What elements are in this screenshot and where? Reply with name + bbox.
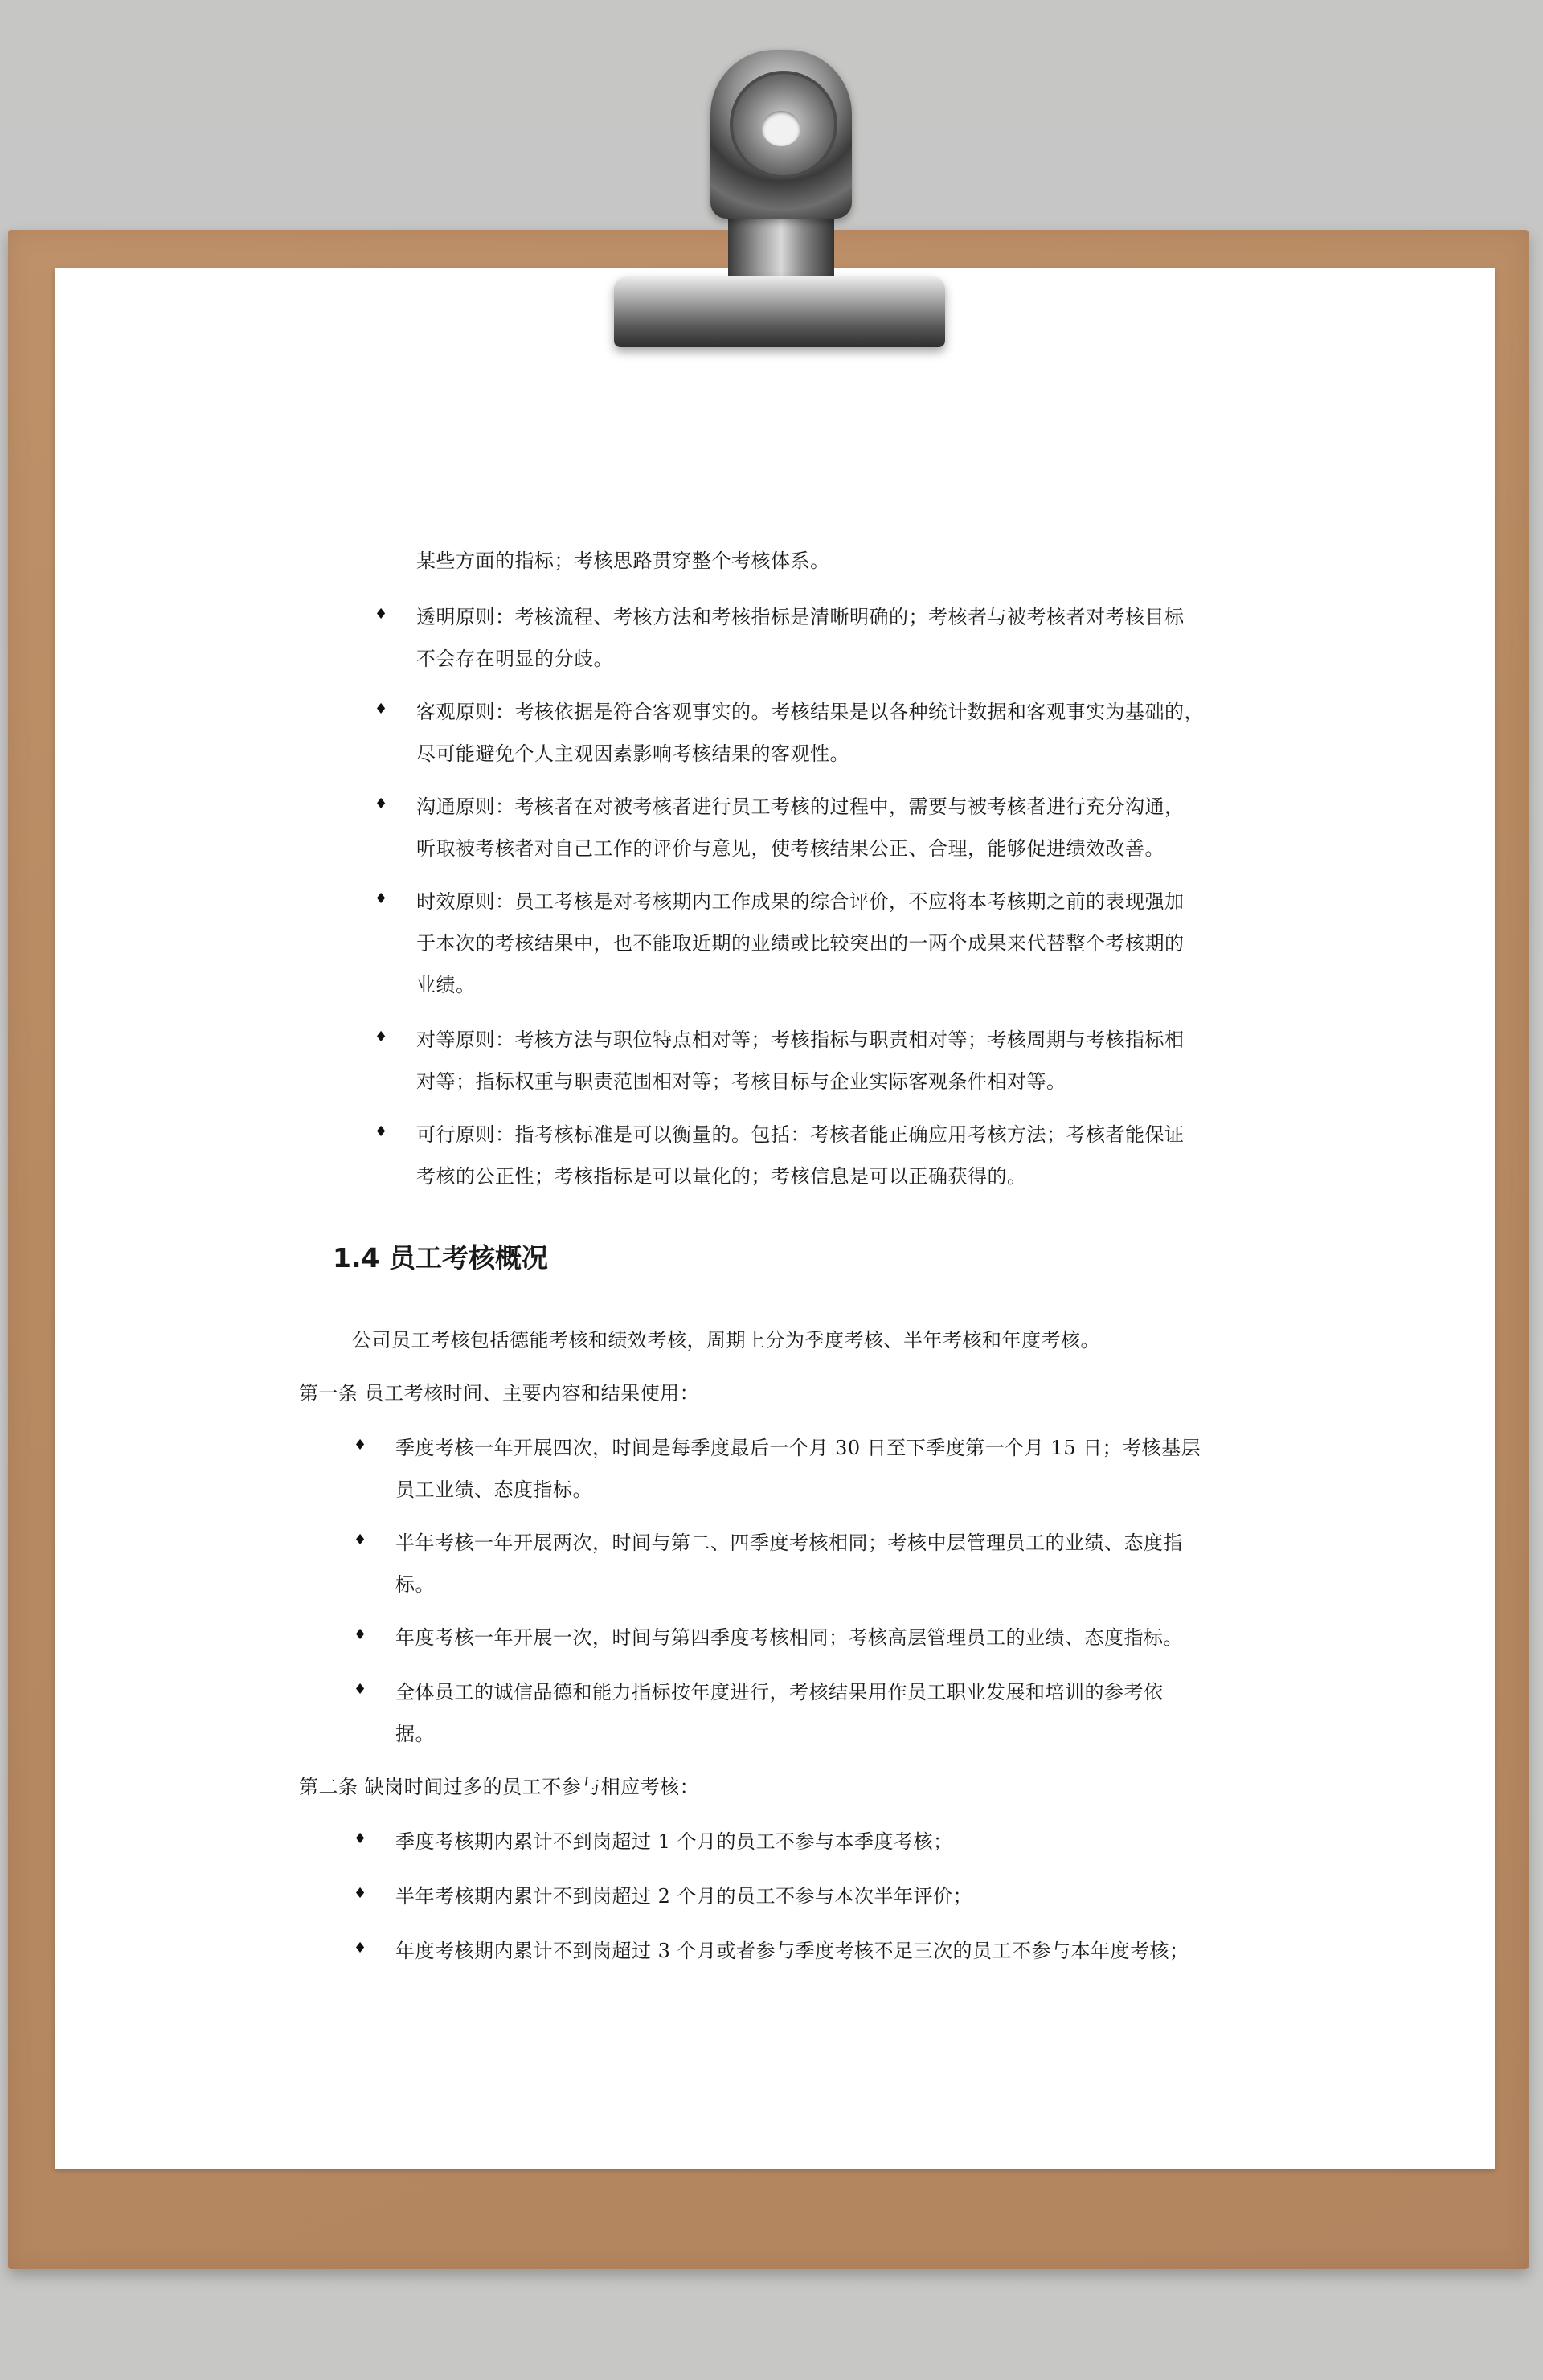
article-item-line: 标。	[395, 1573, 435, 1596]
article-item-line: 季度考核一年开展四次，时间是每季度最后一个月 30 日至下季度第一个月 15 日；考核基层	[395, 1437, 1201, 1459]
bullet-icon: ♦	[374, 795, 388, 812]
principle-line: 听取被考核者对自己工作的评价与意见，使考核结果公正、合理，能够促进绩效改善。	[416, 837, 1164, 860]
article-item-line: 季度考核期内累计不到岗超过 1 个月的员工不参与本季度考核；	[395, 1830, 953, 1853]
principle-line: 客观原则：考核依据是符合客观事实的。考核结果是以各种统计数据和客观事实为基础的，	[416, 701, 1204, 723]
article-title: 第二条 缺岗时间过多的员工不参与相应考核：	[299, 1776, 700, 1798]
principle-line: 业绩。	[416, 974, 476, 996]
article-item-line: 年度考核期内累计不到岗超过 3 个月或者参与季度考核不足三次的员工不参与本年度考核；	[395, 1940, 1189, 1962]
bullet-icon: ♦	[374, 701, 388, 718]
principle-line: 于本次的考核结果中，也不能取近期的业绩或比较突出的一两个成果来代替整个考核期的	[416, 932, 1185, 955]
bullet-icon: ♦	[354, 1681, 367, 1698]
bullet-icon: ♦	[354, 1830, 367, 1847]
section-intro: 公司员工考核包括德能考核和绩效考核，周期上分为季度考核、半年考核和年度考核。	[352, 1329, 1100, 1352]
article-item-line: 半年考核一年开展两次，时间与第二、四季度考核相同；考核中层管理员工的业绩、态度指	[395, 1531, 1183, 1554]
principle-line: 考核的公正性；考核指标是可以量化的；考核信息是可以正确获得的。	[416, 1165, 1027, 1188]
bullet-icon: ♦	[374, 1123, 388, 1140]
section-heading: 1.4 员工考核概况	[333, 1242, 548, 1274]
binder-clip-jaw	[614, 276, 945, 347]
principle-line: 尽可能避免个人主观因素影响考核结果的客观性。	[416, 742, 849, 765]
article-item-line: 全体员工的诚信品德和能力指标按年度进行，考核结果用作员工职业发展和培训的参考依	[395, 1681, 1164, 1703]
bullet-icon: ♦	[374, 890, 388, 907]
bullet-icon: ♦	[354, 1531, 367, 1548]
principle-line: 对等；指标权重与职责范围相对等；考核目标与企业实际客观条件相对等。	[416, 1070, 1066, 1093]
intro-line: 某些方面的指标；考核思路贯穿整个考核体系。	[416, 550, 830, 572]
principle-line: 时效原则：员工考核是对考核期内工作成果的综合评价，不应将本考核期之前的表现强加	[416, 890, 1185, 913]
binder-clip-hole	[762, 111, 800, 146]
bullet-icon: ♦	[354, 1626, 367, 1643]
bullet-icon: ♦	[354, 1437, 367, 1454]
principle-line: 透明原则：考核流程、考核方法和考核指标是清晰明确的；考核者与被考核者对考核目标	[416, 606, 1185, 628]
principle-line: 对等原则：考核方法与职位特点相对等；考核指标与职责相对等；考核周期与考核指标相	[416, 1028, 1185, 1051]
bullet-icon: ♦	[374, 606, 388, 623]
principle-line: 不会存在明显的分歧。	[416, 648, 613, 670]
article-item-line: 半年考核期内累计不到岗超过 2 个月的员工不参与本次半年评价；	[395, 1885, 973, 1908]
article-item-line: 员工业绩、态度指标。	[395, 1478, 592, 1501]
article-item-line: 年度考核一年开展一次，时间与第四季度考核相同；考核高层管理员工的业绩、态度指标。	[395, 1626, 1183, 1649]
bullet-icon: ♦	[354, 1885, 367, 1902]
principle-line: 可行原则：指考核标准是可以衡量的。包括：考核者能正确应用考核方法；考核者能保证	[416, 1123, 1185, 1146]
bullet-icon: ♦	[354, 1940, 367, 1957]
principle-line: 沟通原则：考核者在对被考核者进行员工考核的过程中，需要与被考核者进行充分沟通，	[416, 795, 1185, 818]
article-item-line: 据。	[395, 1723, 435, 1745]
bullet-icon: ♦	[374, 1028, 388, 1045]
article-title: 第一条 员工考核时间、主要内容和结果使用：	[299, 1382, 700, 1405]
